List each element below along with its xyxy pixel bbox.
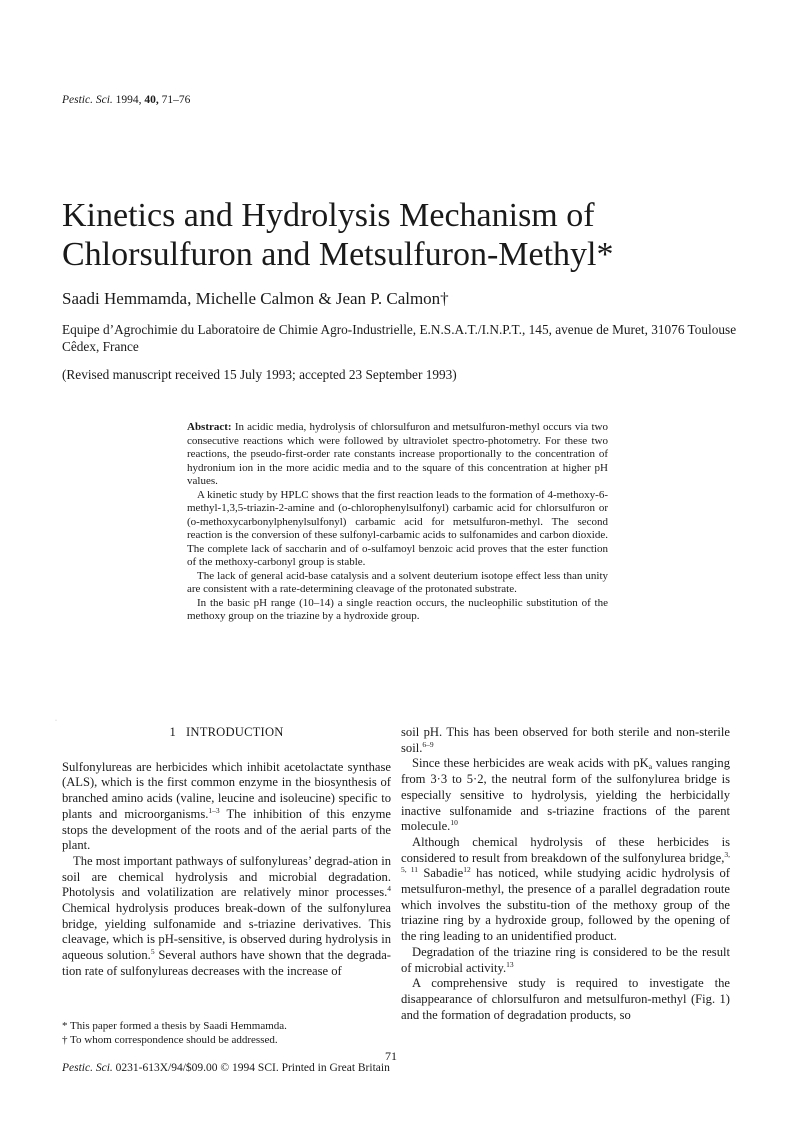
footer-text: 0231-613X/94/$09.00 © 1994 SCI. Printed in Great Britain	[112, 1062, 390, 1074]
intro-paragraph-3: soil pH. This has been observed for both sterile and non-sterile soil.$^{6-9}$	[401, 725, 730, 755]
intro-paragraph-5: Although chemical hydrolysis of these herbicides is considered to result from breakdown of the sulfonylurea bridge,$^{3, 5, 11}$ Sabadie$^{12}$ has noticed, while studying acidic hydrolysis of metsulfuron-methyl, the presence of a parallel degradation route which involves the substitu-tion of the methoxy group of the triazine ring by a hydroxide group, followed by the opening of the ring leading to an unidentified product.	[401, 834, 730, 944]
citation: 5	[150, 947, 155, 957]
intro-paragraph-2: The most important pathways of sulfonylureas’ degrad-ation in soil are chemical hydrolysis and microbial degradation. Photolysis and volatilization are relatively minor processes.$^4$ Chemical hydrolysis produces break-down of the sulfonylurea bridge, yielding sulfonamide and s-triazine derivatives. This cleavage, which is pH-sensitive, is observed during hydrolysis in aqueous solution.$^5$ Several authors have shown that the degrada-tion rate of sulfonylureas decreases with the increase of	[62, 853, 391, 978]
abstract-paragraph-3: The lack of general acid-base catalysis and a solvent deuterium isotope effect less than unity are consistent with a rate-determining cleavage of the protonated substrate.	[187, 569, 608, 595]
article-title	[62, 196, 742, 274]
margin-mark: ·	[55, 718, 57, 724]
abstract-paragraph-4: In the basic pH range (10–14) a single reaction occurs, the nucleophilic substitution of the methoxy group on the triazine by a hydroxide group.	[187, 596, 608, 622]
citation: 6–9	[422, 739, 434, 749]
intro-paragraph-6: Degradation of the triazine ring is considered to be the result of microbial activity.$^{13}$	[401, 944, 730, 975]
received-dates: (Revised manuscript received 15 July 1993; accepted 23 September 1993)	[62, 367, 457, 382]
section-heading	[62, 725, 391, 741]
section-title: INTRODUCTION	[186, 725, 284, 739]
intro-paragraph-1: Sulfonylureas are herbicides which inhibit acetolactate synthase (ALS), which is the first common enzyme in the biosynthesis of branched amino acids (valine, leucine and isoleucine) specific to plants and microorganisms.$^{1-3}$ The inhibition of this enzyme stops the development of the roots and of the aerial parts of the plant.	[62, 759, 391, 853]
journal-volume: 40,	[144, 94, 159, 106]
citation: 10	[450, 818, 458, 828]
journal-year: 1994,	[115, 94, 142, 106]
page-number: 71	[385, 1049, 397, 1063]
abstract-paragraph-1: Abstract: In acidic media, hydrolysis of chlorsulfuron and metsulfuron-methyl occurs via two consecutive reactions which were followed by ultraviolet spectro-photometry. For these two reactions, the pseudo-first-order rate constants increase proportionally to the concentration of hydronium ion in the more acidic media and to the square of this concentration at higher pH values.	[187, 421, 609, 487]
running-header	[62, 94, 190, 106]
subscript: a	[648, 762, 653, 772]
abstract-label: Abstract:	[187, 421, 232, 433]
footnote-thesis: * This paper formed a thesis by Saadi Hemmamda.	[62, 1020, 287, 1032]
right-column	[401, 725, 730, 1023]
footnotes	[62, 1019, 391, 1047]
intro-paragraph-4: Since these herbicides are weak acids with $pK_a$ values ranging from 3·3 to 5·2, the neutral form of the sulfonylurea bridge is especially sensitive to hydrolysis, yielding the herbicidally inactive sulfonamide and s-triazine fractions of the parent molecule.$^{10}$	[401, 756, 730, 834]
copyright-footer	[62, 1062, 390, 1074]
title-line-2: Chlorsulfuron and Metsulfuron-Methyl*	[62, 236, 614, 273]
citation: 13	[506, 959, 514, 969]
citation: 1–3	[208, 805, 220, 815]
abstract	[187, 421, 608, 624]
citation: 12	[463, 865, 471, 875]
intro-paragraph-7: A comprehensive study is required to investigate the disappearance of chlorsulfuron and metsulfuron-methyl (Fig. 1) and the formation of degradation products, so	[401, 976, 730, 1022]
author-list: Saadi Hemmamda, Michelle Calmon & Jean P. Calmon†	[62, 289, 449, 308]
left-column	[62, 725, 391, 980]
affiliation: Equipe d’Agrochimie du Laboratoire de Chimie Agro-Industrielle, E.N.S.A.T./I.N.P.T., 145, avenue de Muret, 31076 Toulouse Cêdex, France	[62, 322, 737, 354]
journal-pages: 71–76	[161, 94, 191, 106]
citation: 4	[387, 884, 391, 894]
abstract-paragraph-2: A kinetic study by HPLC shows that the first reaction leads to the formation of 4-methoxy-6-methyl-1,3,5-triazin-2-amine and (o-chlorophenylsulfonyl) carbamic acid for chlorsulfuron or (o-methoxycarbonylphenylsulfonyl) carbamic acid for metsulfuron-methyl. The second reaction is the conversion of these sulfonyl-carbamic acids to sulfonamides and carbon dioxide. The complete lack of saccharin and of o-sulfamoyl benzoic acid proves that the ester function of the methoxy-carbonyl group is stable.	[187, 488, 608, 568]
footer-journal: Pestic. Sci.	[62, 1062, 113, 1074]
citation: 3, 5, 11	[401, 849, 730, 875]
section-number: 1	[169, 725, 176, 739]
title-line-1: Kinetics and Hydrolysis Mechanism of	[62, 197, 595, 234]
journal-name: Pestic. Sci.	[62, 94, 113, 106]
footnote-correspondence: † To whom correspondence should be addressed.	[62, 1034, 278, 1046]
